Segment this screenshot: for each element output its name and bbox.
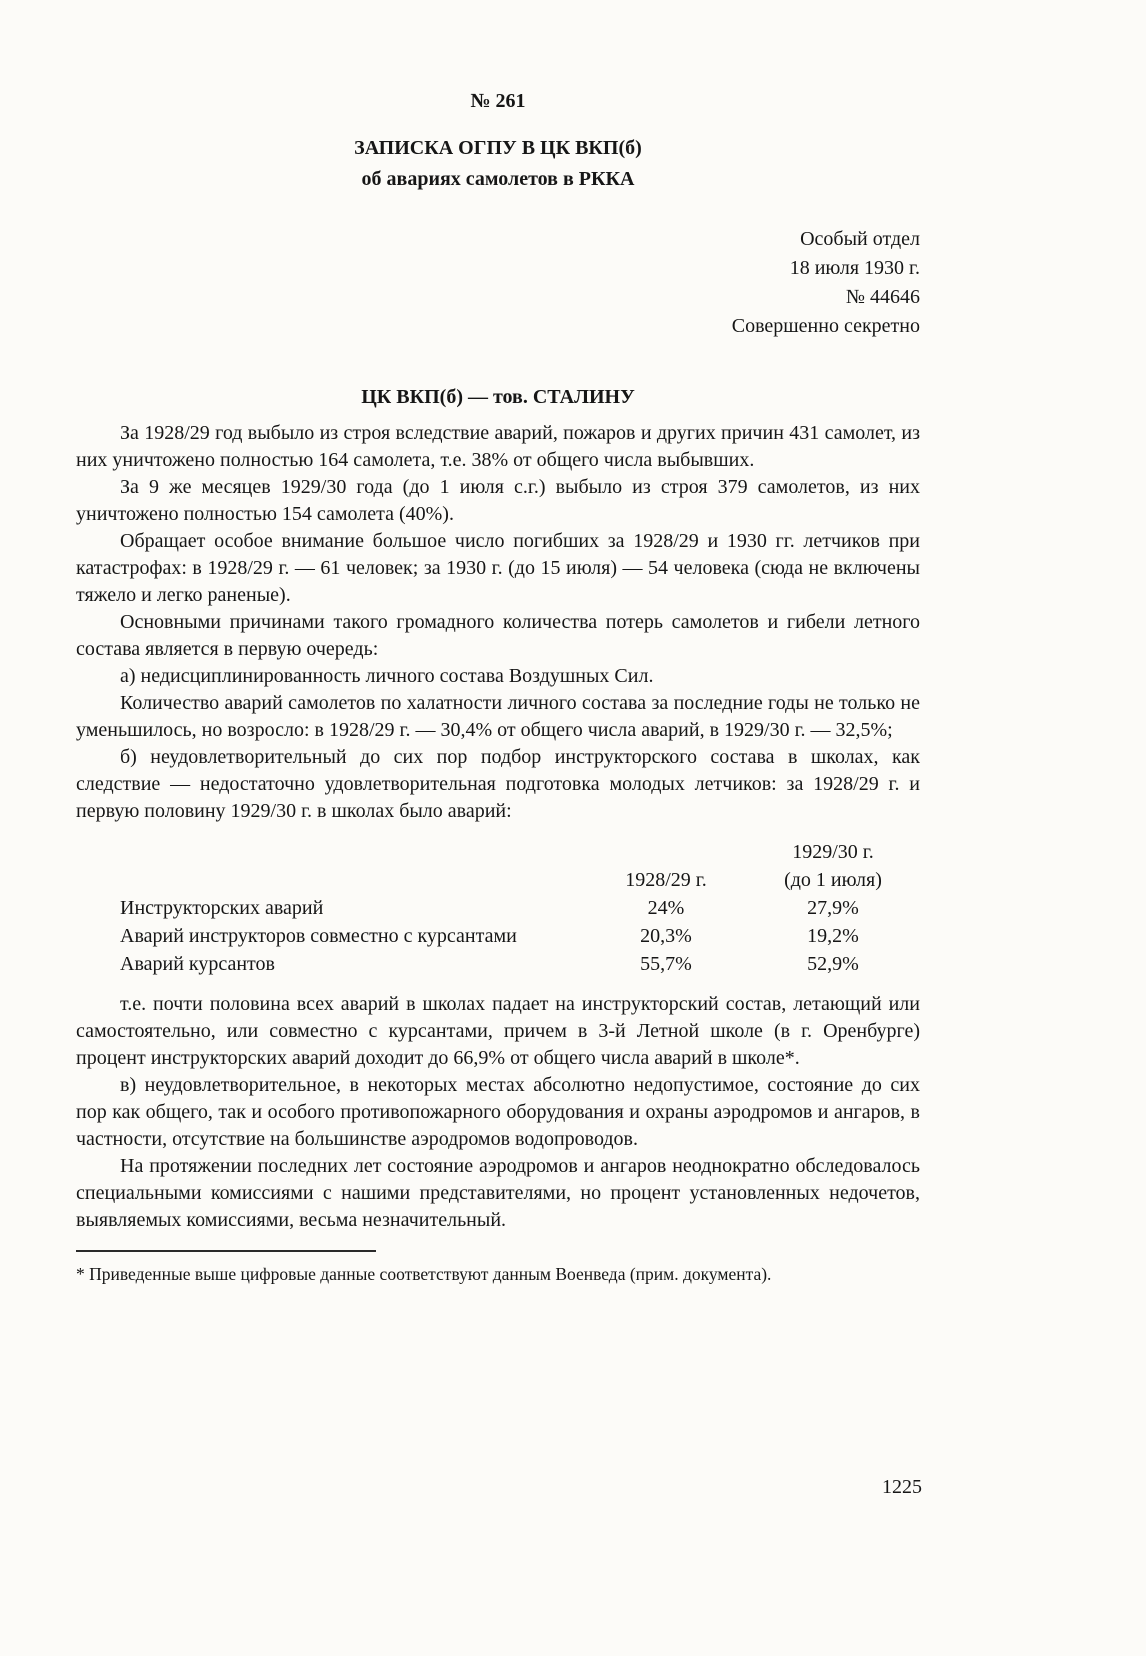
paragraph-item-a: а) недисциплинированность личного состава Воздушных Сил.	[120, 665, 654, 687]
table-header-row	[76, 838, 920, 894]
footnote: * Приведенные выше цифровые данные соответствуют данным Военведа (прим. документа).	[76, 1264, 772, 1284]
accident-statistics-table	[76, 838, 920, 978]
document-meta	[76, 225, 920, 341]
row-value-1928: 24%	[647, 897, 685, 919]
addressee-line: ЦК ВКП(б) — тов. СТАЛИНУ	[361, 386, 635, 408]
table-header-1929-30-note: (до 1 июля)	[784, 869, 882, 891]
row-value-1929: 27,9%	[807, 897, 859, 919]
row-value-1928: 20,3%	[640, 925, 692, 947]
meta-date: 18 июля 1930 г.	[789, 257, 920, 279]
table-header-1928-29: 1928/29 г.	[625, 869, 707, 891]
row-label: Аварий курсантов	[120, 953, 275, 975]
document-title-line1: ЗАПИСКА ОГПУ В ЦК ВКП(б)	[354, 137, 642, 159]
meta-ref-number: № 44646	[845, 286, 920, 308]
paragraph: На протяжении последних лет состояние аэродромов и ангаров неоднократно обследовалось специальными комиссиями с нашими представителями, но процент установленных недочетов, выявляемых комиссиями, весьма незначительный.	[76, 1155, 920, 1231]
paragraph: За 1928/29 год выбыло из строя вследствие аварий, пожаров и других причин 431 самолет, из них уничтожено полностью 164 самолета, т.е. 38% от общего числа выбывших.	[76, 422, 920, 471]
row-value-1928: 55,7%	[640, 953, 692, 975]
row-value-1929: 19,2%	[807, 925, 859, 947]
page-number: 1225	[882, 1476, 922, 1498]
paragraph-item-b: б) неудовлетворительный до сих пор подбор инструкторского состава в школах, как следствие — недостаточно удовлетворительная подготовка молодых летчиков: за 1928/29 г. и первую половину 1929/30 г. в школах было аварий:	[76, 746, 920, 822]
paragraph-item-v: в) неудовлетворительное, в некоторых местах абсолютно недопустимое, состояние до сих пор как общего, так и особого противопожарного оборудования и охраны аэродромов и ангаров, в частности, отсутствие на большинстве аэродромов водопроводов.	[76, 1074, 920, 1150]
document-number: № 261	[470, 90, 526, 112]
document-title-line2: об авариях самолетов в РККА	[361, 168, 635, 190]
document-content	[76, 88, 920, 1287]
paragraph: За 9 же месяцев 1929/30 года (до 1 июля с.г.) выбыло из строя 379 самолетов, из них уничтожено полностью 154 самолета (40%).	[76, 476, 920, 525]
table-row	[76, 894, 920, 922]
row-label: Инструкторских аварий	[120, 897, 324, 919]
footnote-separator	[76, 1250, 376, 1252]
paragraph: Количество аварий самолетов по халатности личного состава за последние годы не только не уменьшилось, но возросло: в 1928/29 г. — 30,4% от общего числа аварий, в 1929/30 г. — 32,5%;	[76, 692, 920, 741]
table-row	[76, 922, 920, 950]
meta-department: Особый отдел	[800, 228, 920, 250]
row-value-1929: 52,9%	[807, 953, 859, 975]
row-label: Аварий инструкторов совместно с курсантами	[120, 925, 517, 947]
table-row	[76, 950, 920, 978]
table-header-1929-30	[746, 838, 920, 894]
paragraph: Обращает особое внимание большое число погибших за 1928/29 и 1930 гг. летчиков при катастрофах: в 1928/29 г. — 61 человек; за 1930 г. (до 15 июля) — 54 человека (сюда не включены тяжело и легко раненые).	[76, 530, 920, 606]
table-header-empty	[76, 838, 586, 894]
meta-secrecy-stamp: Совершенно секретно	[731, 315, 920, 337]
document-title	[76, 133, 920, 195]
paragraph: Основными причинами такого громадного количества потерь самолетов и гибели летного состава является в первую очередь:	[76, 611, 920, 660]
table-header-1929-30-year: 1929/30 г.	[792, 841, 874, 863]
paragraph: т.е. почти половина всех аварий в школах падает на инструкторский состав, летающий или самостоятельно, или совместно с курсантами, причем в 3-й Летной школе (в г. Оренбурге) процент инструкторских аварий доходит до 66,9% от общего числа аварий в школе*.	[76, 993, 920, 1069]
